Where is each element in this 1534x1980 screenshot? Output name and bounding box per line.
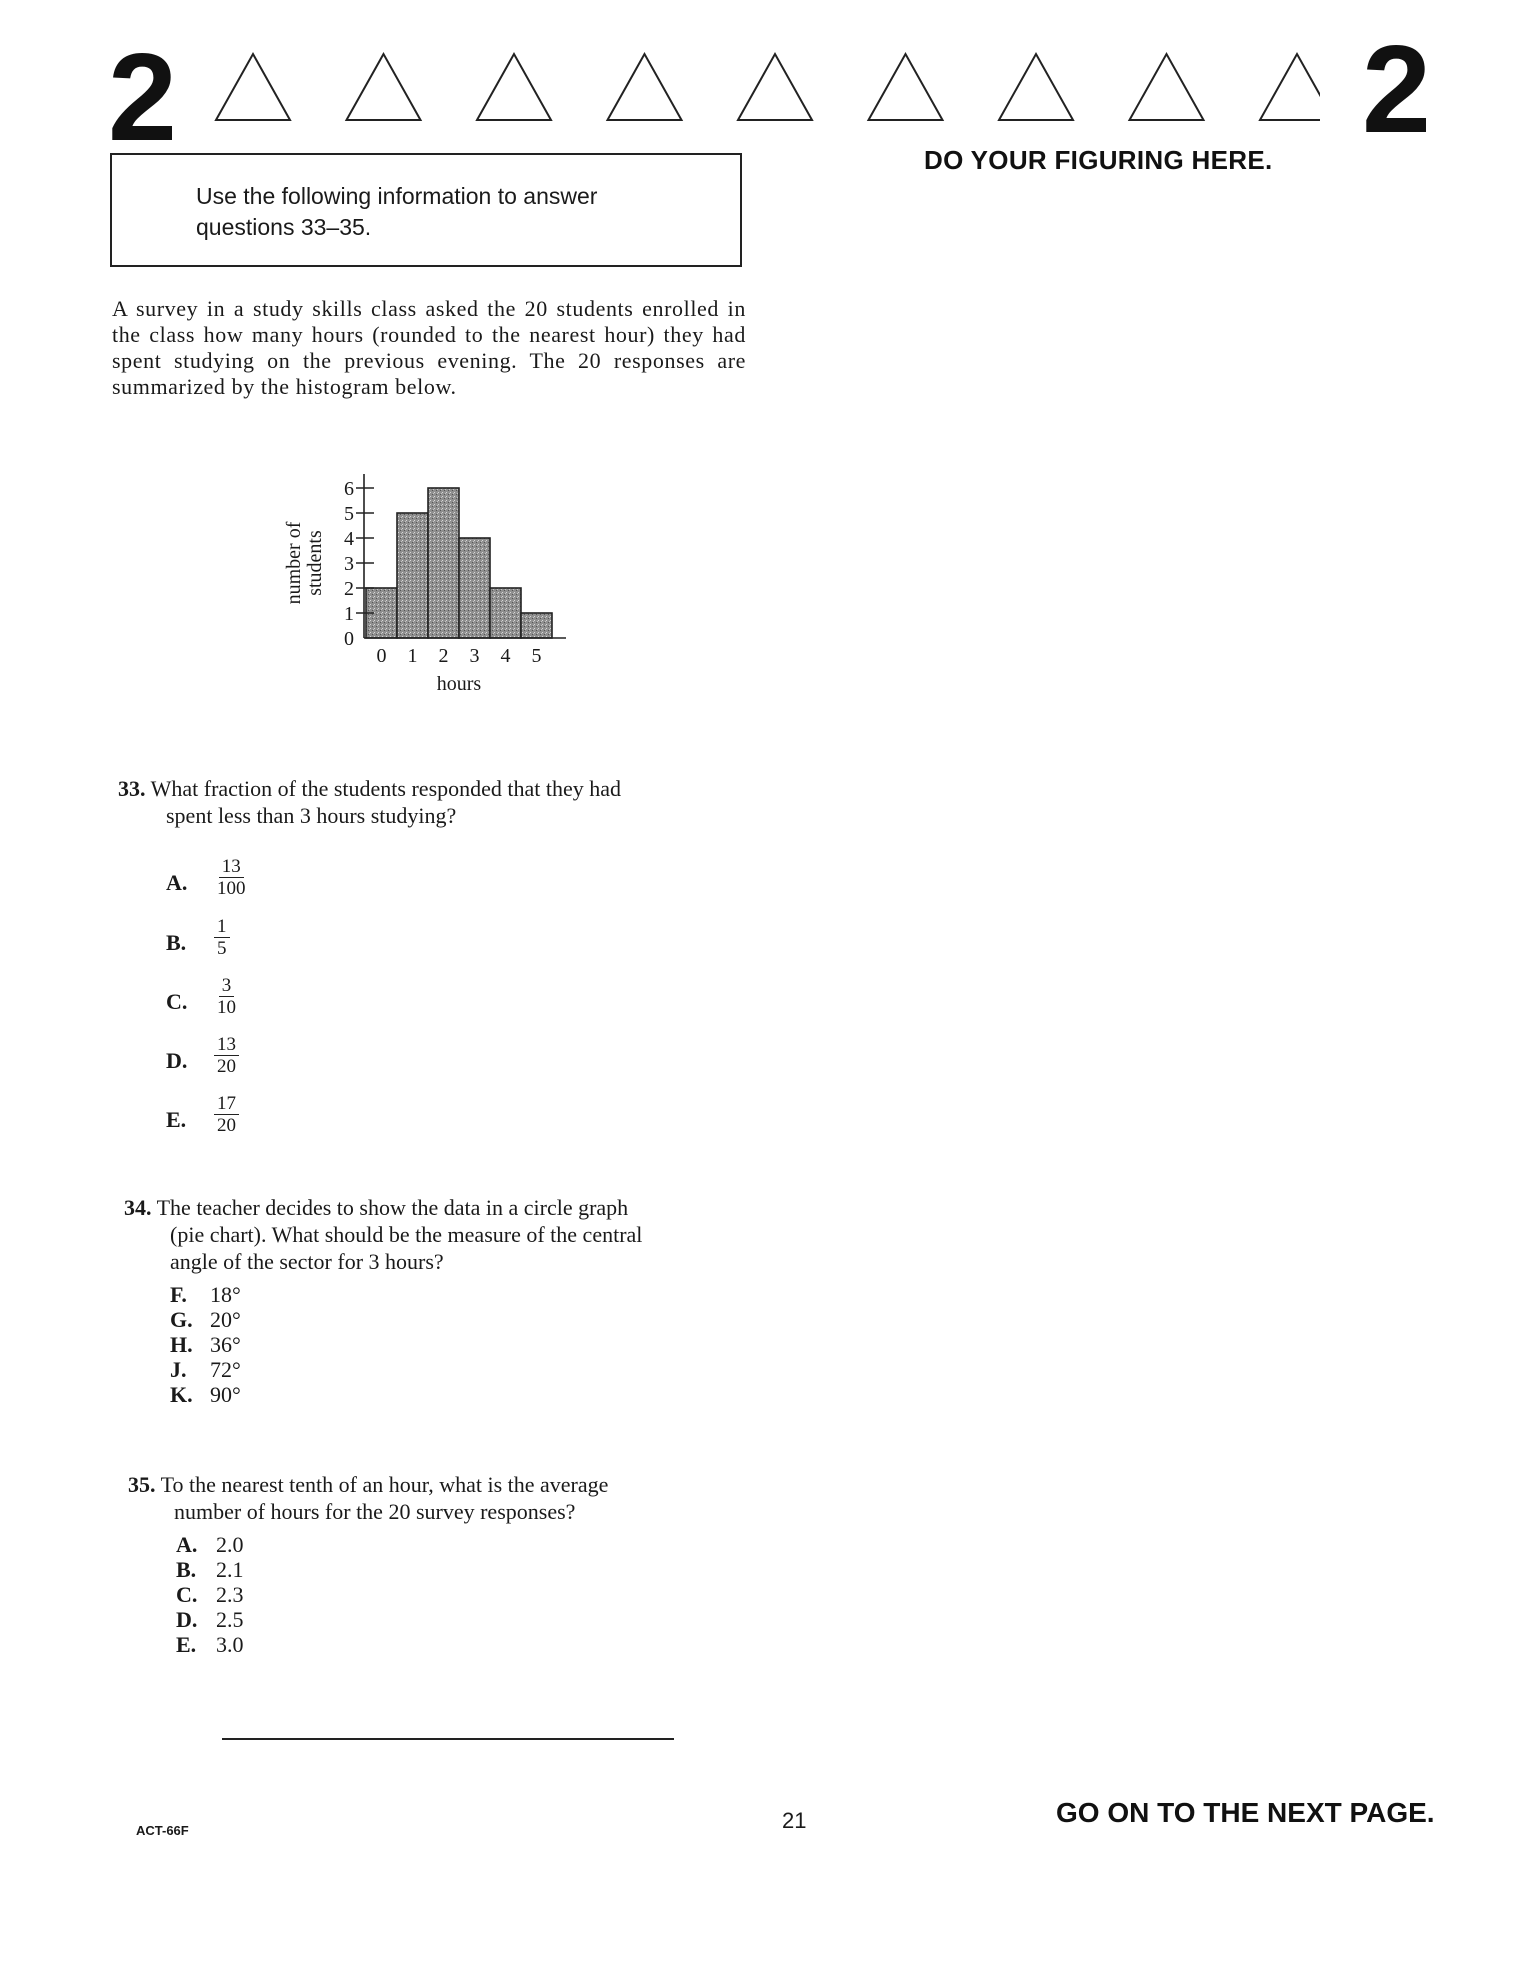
triangle-icon <box>216 54 290 120</box>
question-33-text-line-2: spent less than 3 hours studying? <box>166 803 457 828</box>
option-35-d[interactable]: D. 2.5 <box>176 1607 244 1632</box>
survey-passage: A survey in a study skills class asked the 20 students enrolled in the class how many hours (rounded to the nearest hour) they had spent studying on the previous evening. The 20 responses are summarized by the histogram below. <box>112 296 746 399</box>
section-number-left: 2 <box>108 29 177 167</box>
end-rule <box>222 1738 674 1740</box>
fraction: $\frac{3}{10}$ <box>217 975 236 1018</box>
question-35-text-line-1: To the nearest tenth of an hour, what is the average <box>160 1472 609 1497</box>
question-34-text-line-2: (pie chart). What should be the measure of the central <box>170 1222 643 1247</box>
option-35-e[interactable]: E. 3.0 <box>176 1632 244 1657</box>
triangle-icon <box>999 54 1073 120</box>
section-number-right: 2 <box>1362 21 1431 159</box>
histogram-bar <box>490 588 521 638</box>
histogram-bar <box>521 613 552 638</box>
question-33-text-line-1: What fraction of the students responded that they had <box>150 776 622 801</box>
figuring-note: DO YOUR FIGURING HERE. <box>924 145 1273 175</box>
triangle-icon <box>738 54 812 120</box>
y-tick-label: 1 <box>344 603 354 625</box>
histogram-bar <box>397 513 428 638</box>
x-tick-label: 0 <box>376 645 387 667</box>
triangle-row <box>210 50 1320 126</box>
x-tick-label: 2 <box>438 645 449 667</box>
x-axis-label: hours <box>436 673 482 695</box>
triangle-icon <box>1130 54 1204 120</box>
option-35-a[interactable]: A. 2.0 <box>176 1532 244 1557</box>
question-34 <box>124 1194 784 1275</box>
y-axis-label-2: students <box>304 530 326 596</box>
option-35-c[interactable]: C. 2.3 <box>176 1582 244 1607</box>
option-34-f[interactable]: F. 18° <box>170 1282 241 1307</box>
triangle-icon <box>608 54 682 120</box>
fraction: $\frac{17}{20}$ <box>214 1093 239 1136</box>
question-34-options <box>170 1282 241 1407</box>
y-tick-label: 5 <box>344 503 354 525</box>
option-35-b[interactable]: B. 2.1 <box>176 1557 244 1582</box>
question-33-number: 33. <box>118 776 146 801</box>
y-tick-label: 3 <box>344 553 354 575</box>
question-33 <box>118 775 758 829</box>
histogram-bar <box>459 538 490 638</box>
question-35-number: 35. <box>128 1472 156 1497</box>
question-34-number: 34. <box>124 1195 152 1220</box>
y-axis-label: number of <box>283 521 305 605</box>
y-tick-label: 2 <box>344 578 354 600</box>
info-line-2: questions 33–35. <box>196 214 372 240</box>
question-35-text-line-2: number of hours for the 20 survey responses? <box>174 1499 576 1524</box>
question-35 <box>128 1471 788 1525</box>
option-34-g[interactable]: G. 20° <box>170 1307 241 1332</box>
triangle-icon <box>869 54 943 120</box>
option-34-h[interactable]: H. 36° <box>170 1332 241 1357</box>
option-34-k[interactable]: K. 90° <box>170 1382 241 1407</box>
x-tick-label: 4 <box>500 645 511 667</box>
triangle-icon <box>347 54 421 120</box>
histogram-chart <box>270 460 600 700</box>
question-34-text-line-3: angle of the sector for 3 hours? <box>170 1249 444 1274</box>
question-34-text-line-1: The teacher decides to show the data in a circle graph <box>156 1195 629 1220</box>
info-box <box>110 153 742 267</box>
x-tick-label: 3 <box>469 645 480 667</box>
info-box-text <box>196 181 696 243</box>
form-code: ACT-66F <box>136 1823 189 1838</box>
y-tick-label: 6 <box>344 478 354 500</box>
page-number: 21 <box>782 1808 807 1833</box>
option-34-j[interactable]: J. 72° <box>170 1357 241 1382</box>
triangle-icon <box>1260 54 1320 120</box>
x-tick-label: 5 <box>531 645 542 667</box>
go-on-next-page: GO ON TO THE NEXT PAGE. <box>1056 1797 1435 1828</box>
fraction: $\frac{1}{5}$ <box>214 916 230 959</box>
question-35-options <box>176 1532 244 1657</box>
y-tick-label: 0 <box>344 628 354 650</box>
fraction: $\frac{13}{20}$ <box>214 1034 239 1077</box>
x-tick-label: 1 <box>407 645 418 667</box>
fraction: $\frac{13}{100}$ <box>217 856 246 899</box>
y-tick-label: 4 <box>344 528 354 550</box>
info-line-1: Use the following information to answer <box>196 183 598 209</box>
histogram-bar <box>428 488 459 638</box>
triangle-icon <box>477 54 551 120</box>
